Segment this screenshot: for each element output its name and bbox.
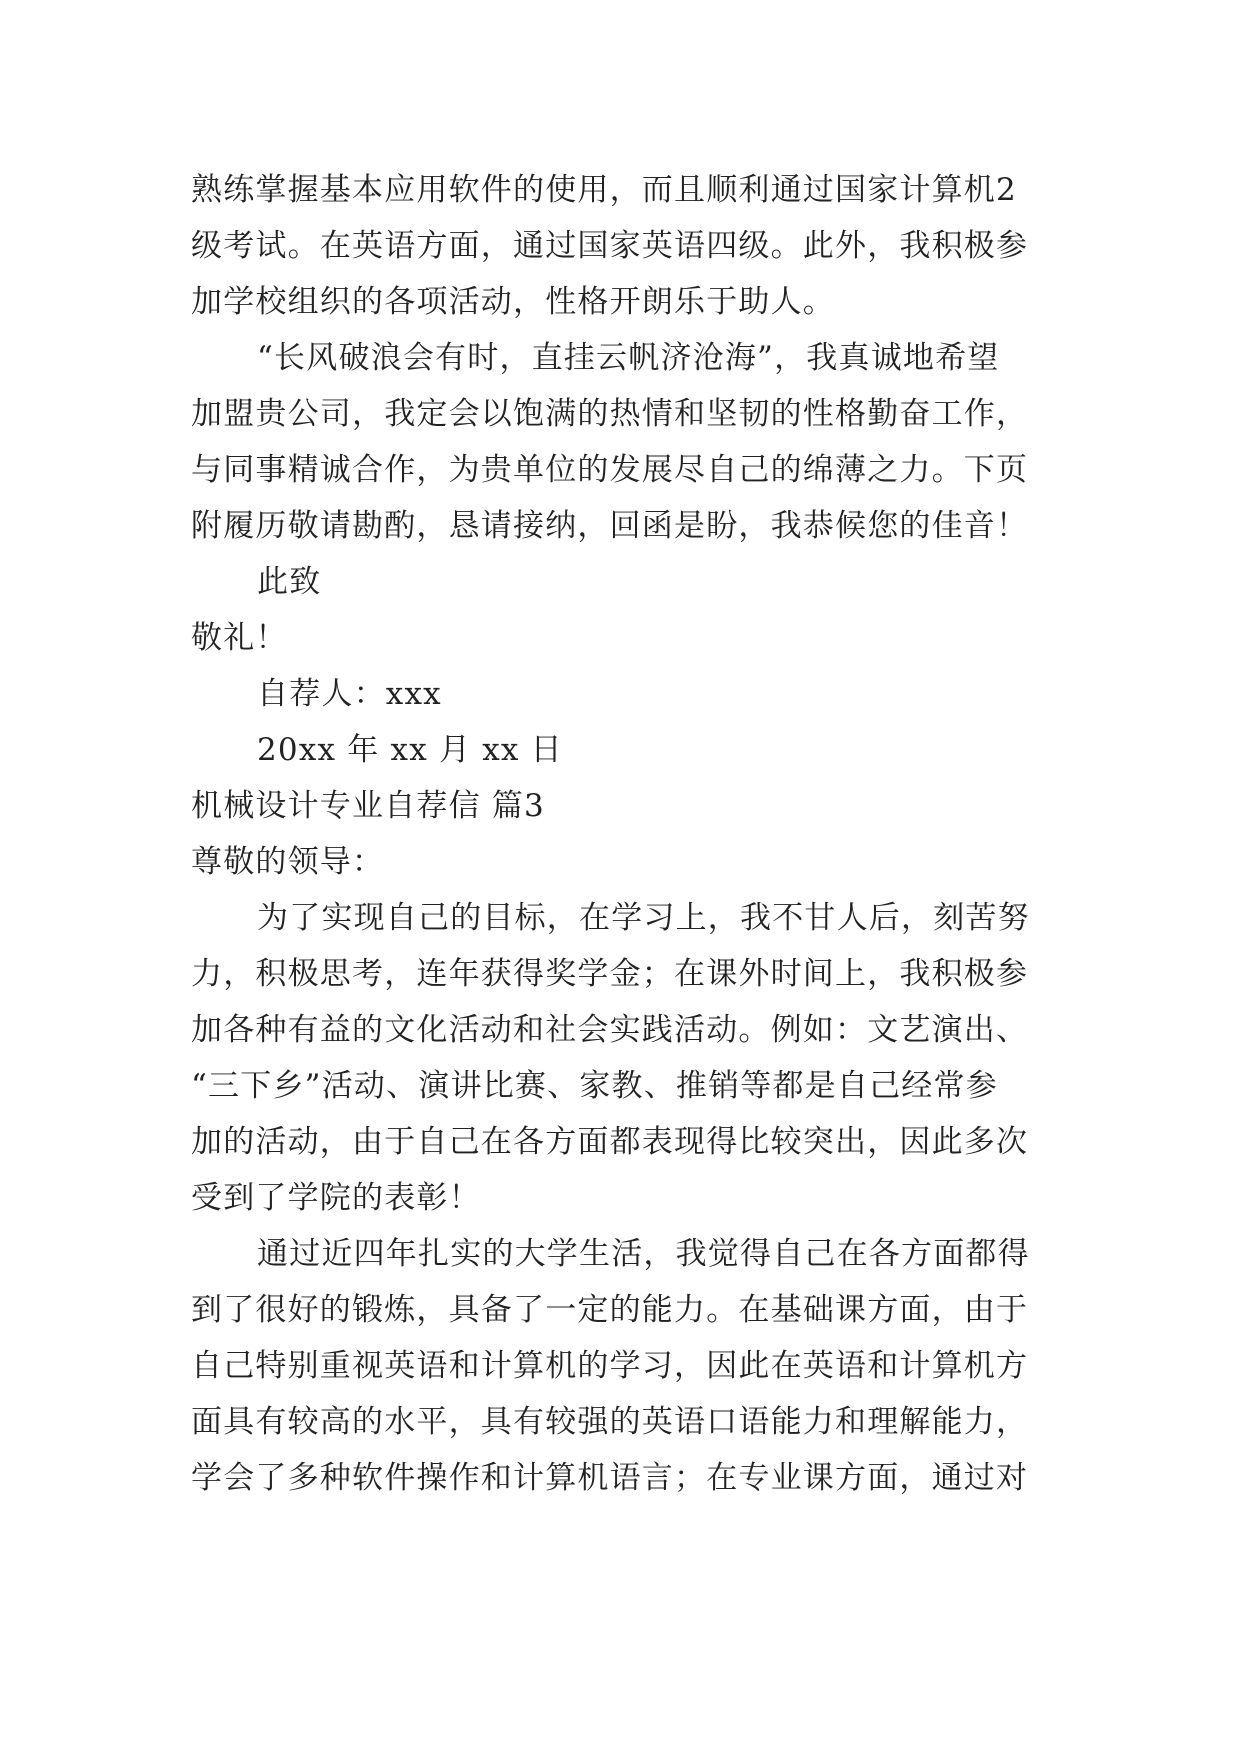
section-title: 机械设计专业自荐信 篇3 [191,788,545,824]
text-line: 熟练掌握基本应用软件的使用，而且顺利通过国家计算机2 [191,172,1017,208]
letter-greeting: 尊敬的领导： [191,844,385,880]
text-line: 与同事精诚合作，为贵单位的发展尽自己的绵薄之力。下页 [191,452,1029,488]
text-line: 自己特别重视英语和计算机的学习，因此在英语和计算机方 [191,1348,1029,1384]
text-line: 通过近四年扎实的大学生活，我觉得自己在各方面都得 [257,1236,1030,1272]
text-line: 学会了多种软件操作和计算机语言；在专业课方面，通过对 [191,1460,1029,1496]
text-line: 附履历敬请勘酌，恳请接纳，回函是盼，我恭候您的佳音！ [191,508,1029,544]
signature-name: 自荐人：xxx [257,676,442,712]
text-line: 为了实现自己的目标，在学习上，我不甘人后，刻苦努 [257,900,1030,936]
signature-date: 20xx 年 xx 月 xx 日 [257,732,563,768]
salutation-closing: 此致 [257,564,322,600]
text-line: 力，积极思考，连年获得奖学金；在课外时间上，我积极参 [191,956,1029,992]
text-line: 受到了学院的表彰！ [191,1180,481,1216]
text-line: “三下乡”活动、演讲比赛、家教、推销等都是自己经常参 [191,1068,998,1104]
text-line: 到了很好的锻炼，具备了一定的能力。在基础课方面，由于 [191,1292,1029,1328]
text-line: 级考试。在英语方面，通过国家英语四级。此外，我积极参 [191,228,1029,264]
text-line: 加学校组织的各项活动，性格开朗乐于助人。 [191,284,835,320]
text-line: 面具有较高的水平，具有较强的英语口语能力和理解能力， [191,1404,1029,1440]
text-line: 加的活动，由于自己在各方面都表现得比较突出，因此多次 [191,1124,1029,1160]
text-line: 加盟贵公司，我定会以饱满的热情和坚韧的性格勤奋工作， [191,396,1029,432]
text-line: “长风破浪会有时，直挂云帆济沧海”，我真诚地希望 [257,340,1000,376]
salutation-regards: 敬礼！ [191,620,288,656]
text-line: 加各种有益的文化活动和社会实践活动。例如：文艺演出、 [191,1012,1029,1048]
